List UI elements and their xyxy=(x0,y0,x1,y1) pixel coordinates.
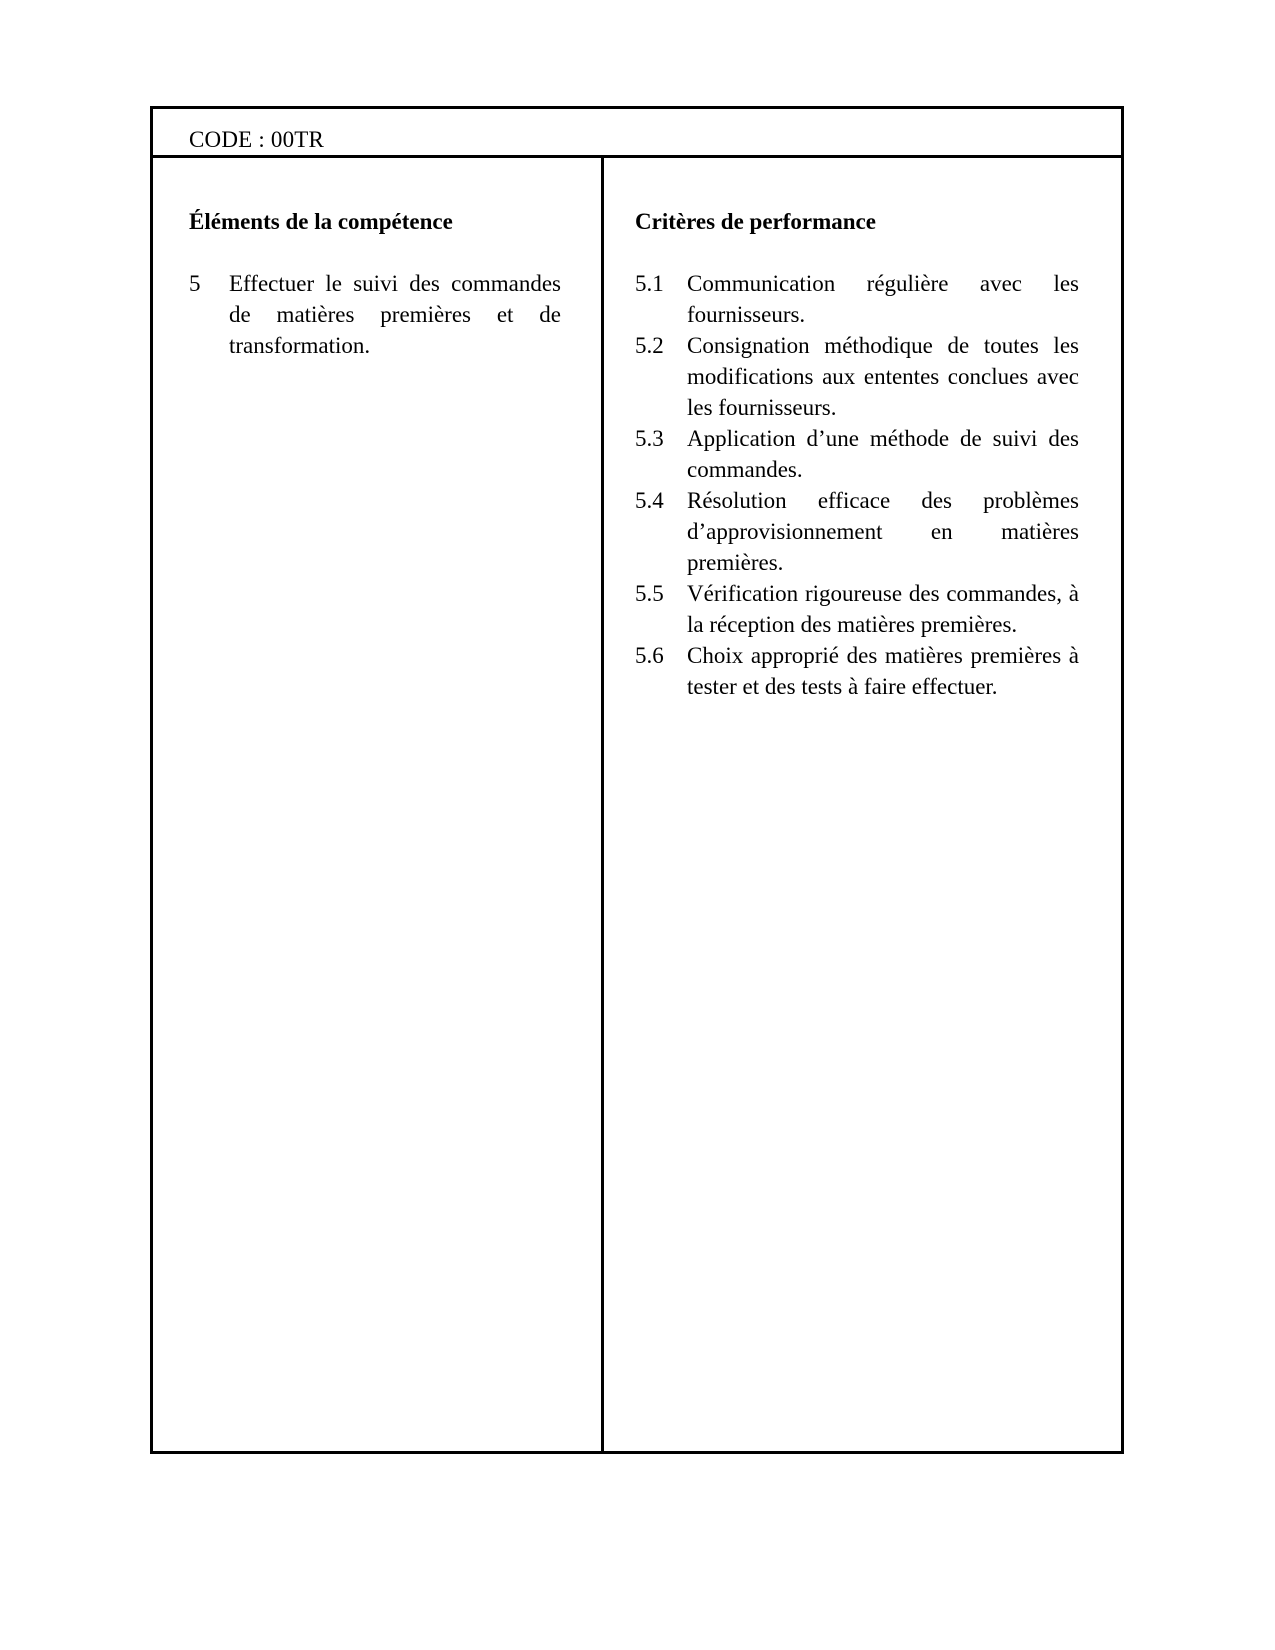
criterion-number: 5.3 xyxy=(635,426,664,451)
criterion-item xyxy=(635,640,1079,702)
criterion-item xyxy=(635,268,1079,330)
criterion-text: Choix approprié des matières premières à tester et des tests à faire effectuer. xyxy=(687,643,1079,699)
criterion-number: 5.6 xyxy=(635,643,664,668)
criterion-text: Vérification rigoureuse des commandes, à la réception des matières premières. xyxy=(687,581,1079,637)
code-label: CODE : 00TR xyxy=(189,127,325,152)
criterion-number: 5.1 xyxy=(635,271,664,296)
element-item xyxy=(189,268,561,361)
criteria-list xyxy=(635,268,1079,702)
column-divider xyxy=(601,158,604,1451)
element-text: Effectuer le suivi des commandes de matières premières et de transformation. xyxy=(229,271,561,358)
element-number: 5 xyxy=(189,271,201,296)
criterion-number: 5.4 xyxy=(635,488,664,513)
criterion-text: Résolution efficace des problèmes d’approvisionnement en matières premières. xyxy=(687,488,1079,575)
criterion-text: Application d’une méthode de suivi des commandes. xyxy=(687,426,1079,482)
criteria-column xyxy=(635,158,1079,1451)
criterion-item xyxy=(635,423,1079,485)
criterion-text: Communication régulière avec les fournisseurs. xyxy=(687,271,1079,327)
criterion-item xyxy=(635,485,1079,578)
elements-heading: Éléments de la compétence xyxy=(189,209,453,234)
criteria-heading: Critères de performance xyxy=(635,209,876,234)
criterion-item xyxy=(635,330,1079,423)
elements-column xyxy=(189,158,561,1451)
code-header-row xyxy=(153,109,1121,158)
elements-list xyxy=(189,268,561,361)
criterion-item xyxy=(635,578,1079,640)
criterion-number: 5.2 xyxy=(635,333,664,358)
competency-table xyxy=(150,106,1124,1454)
criterion-number: 5.5 xyxy=(635,581,664,606)
criterion-text: Consignation méthodique de toutes les modifications aux ententes conclues avec les fournisseurs. xyxy=(687,333,1079,420)
